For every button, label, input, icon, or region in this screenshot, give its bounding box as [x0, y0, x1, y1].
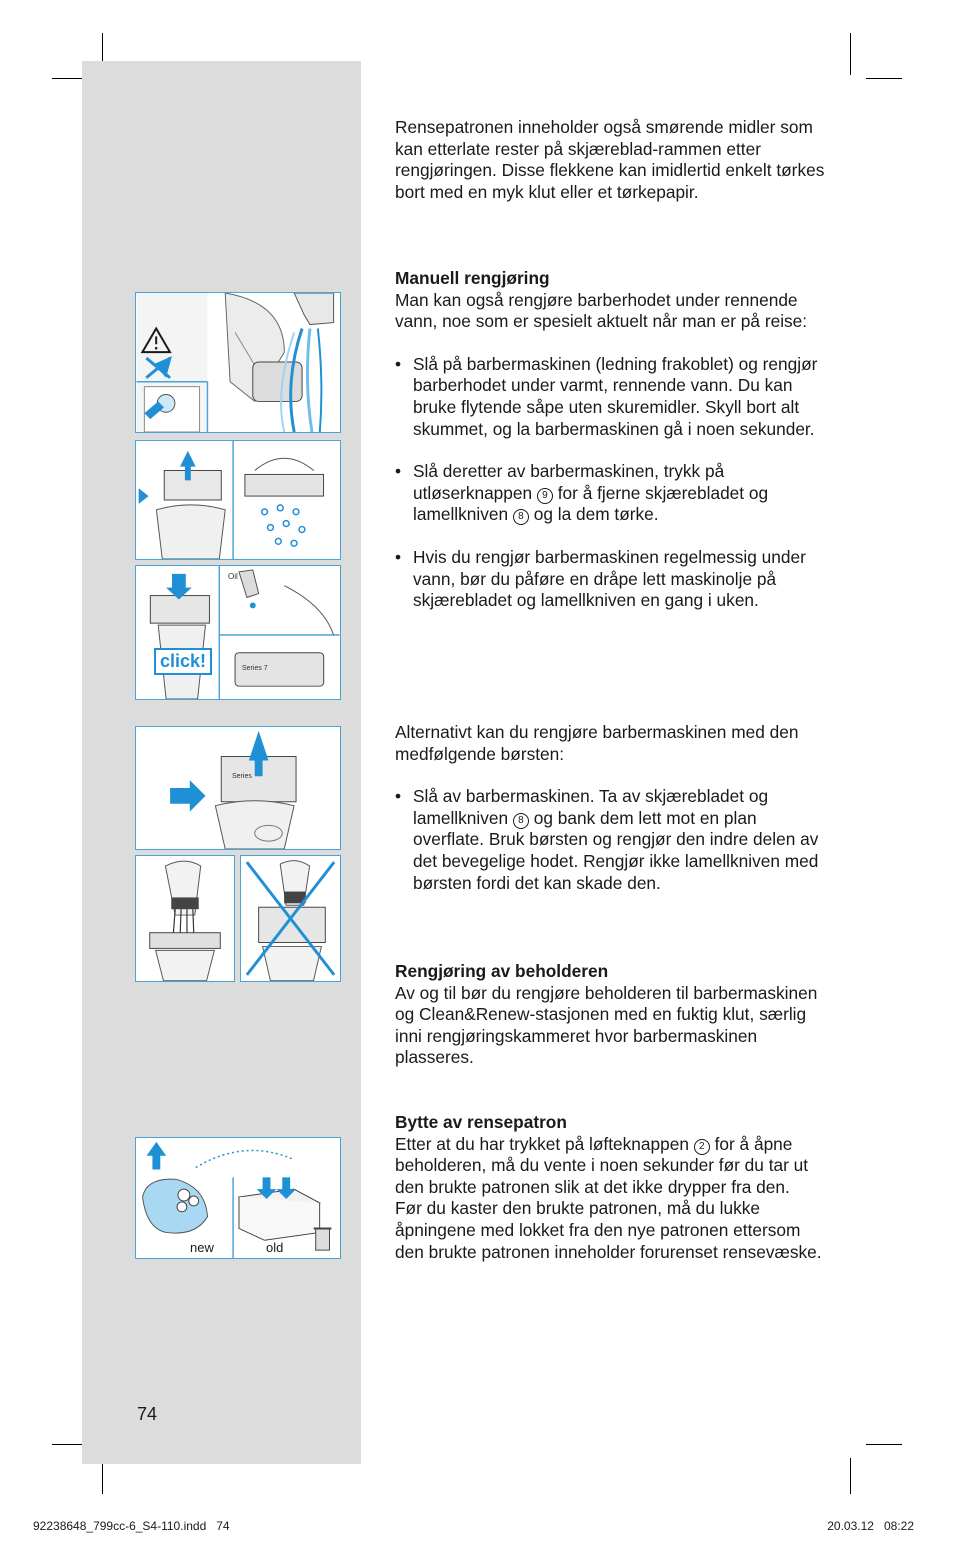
brush-text: Alternativt kan du rengjøre barbermaskinen med den medfølgende børsten:: [395, 722, 799, 764]
illustration-brush-not-ok: [240, 855, 341, 982]
holder-text: Av og til bør du rengjøre beholderen til barbermaskinen og Clean&Renew-stasjonen med en fuktig klut, særlig inni rengjøringskammeret hvor barbermaskinen plasseres.: [395, 982, 818, 1068]
illustration-pull-foil: [135, 726, 341, 850]
manual-text: Man kan også rengjøre barberhodet under rennende vann, noe som er spesielt aktuelt når man er på reise:: [395, 289, 808, 332]
illustration-remove-foil: [135, 440, 341, 560]
series-label: Series 7: [242, 665, 268, 672]
brush-not-ok-drawing: [241, 856, 340, 981]
manual-bullet-2: • Slå deretter av barbermaskinen, trykk på utløserknappen 9 for å fjerne skjærebladet og lamellkniven 8 og la dem tørke.: [395, 461, 769, 525]
intro-text: Rensepatronen inneholder også smørende midler som kan etterlate rester på skjæreblad-rammen etter rengjøringen. Disse flekkene kan imidlertid enkelt tørkes bort med en myk klut eller et tørkepapir.: [395, 117, 825, 202]
illustration-rinse: [135, 292, 341, 433]
manual-bullet-1: • Slå på barbermaskinen (ledning frakoblet) og rengjør barberhodet under varmt, rennende vann. Du kan bruke flytende såpe uten skuremidler. Skyll bort alt skummet, og la barbermaskinen gå i noen sekunder.: [395, 353, 818, 439]
brush-bullet-text-b: og bank dem lett mot en plan overflate. Bruk børsten og rengjør den indre delen av det bevegelige hodet. Rengjør ikke lamellkniven med børsten fordi det kan skade den.: [413, 807, 819, 893]
click-label: click!: [154, 648, 212, 675]
crop-mark: [850, 1458, 851, 1494]
ref-number-8: 8: [513, 813, 529, 829]
rinse-drawing: [136, 293, 340, 432]
footer-date: 20.03.12 08:22: [827, 1519, 914, 1533]
ref-number-9: 9: [537, 488, 553, 504]
crop-mark: [866, 1444, 902, 1445]
illustration-brush-ok: [135, 855, 235, 982]
cartridge-text: [395, 1134, 825, 1199]
brush-bullet-text-a: Slå av barbermaskinen. Ta av skjærebladet og lamellkniven: [413, 786, 769, 828]
click-oil-drawing: [136, 566, 340, 699]
crop-mark: [52, 1444, 82, 1445]
illustration-cartridge: [135, 1137, 341, 1259]
pull-foil-drawing: [136, 727, 340, 849]
remove-foil-drawing: [136, 441, 340, 559]
old-label: old: [266, 1240, 284, 1255]
new-label: new: [190, 1240, 214, 1255]
crop-mark: [850, 33, 851, 75]
intro-paragraph: [395, 117, 825, 203]
ref-number-2: 2: [694, 1139, 710, 1155]
ref-number-8: 8: [513, 509, 529, 525]
oil-label: Oil: [228, 572, 238, 581]
series-short-label: Series: [232, 773, 252, 780]
brush-bullet: • Slå av barbermaskinen. Ta av skjærebladet og lamellkniven 8 og bank dem lett mot en plan overflate. Bruk børsten og rengjør den indre delen av det bevegelige hodet. Rengjør ikke lamellkniven med børsten fordi det kan skade den.: [395, 786, 819, 893]
cartridge-text-b: for å åpne beholderen, må du vente i noen sekunder før du tar ut den brukte patronen slik at det ikke drypper fra den.: [395, 1133, 809, 1197]
manual-cleaning-section: [395, 268, 825, 612]
holder-section: [395, 961, 825, 1069]
crop-mark: [866, 78, 902, 79]
manual-bullet-3-text: Hvis du rengjør barbermaskinen regelmessig under vann, bør du påføre en dråpe lett maskinolje på skjærebladet og lamellkniven en gang i uken.: [413, 546, 806, 611]
brush-section: [395, 722, 825, 894]
manual-heading: Manuell rengjøring: [395, 268, 550, 288]
page-number: 74: [137, 1404, 158, 1424]
crop-mark: [52, 78, 82, 79]
holder-heading: Rengjøring av beholderen: [395, 961, 609, 981]
cartridge-text-a: Etter at du har trykket på løfteknappen: [395, 1133, 689, 1154]
cartridge-text-2: Før du kaster den brukte patronen, må du lukke åpningene med lokket fra den nye patronen ettersom den brukte patronen inneholder forurenset rensevæske.: [395, 1198, 822, 1262]
brush-ok-drawing: [136, 856, 234, 981]
illustration-click-oil: [135, 565, 341, 700]
cartridge-section: [395, 1112, 825, 1263]
footer-file-info: 92238648_799cc-6_S4-110.indd 74: [33, 1519, 230, 1533]
manual-bullet-2-text-c: og la dem tørke.: [533, 504, 659, 525]
cartridge-heading: Bytte av rensepatron: [395, 1112, 567, 1132]
manual-bullet-3: • Hvis du rengjør barbermaskinen regelmessig under vann, bør du påføre en dråpe lett maskinolje på skjærebladet og lamellkniven en gang i uken.: [395, 546, 806, 611]
cartridge-drawing: [136, 1138, 340, 1258]
manual-bullet-2-text-b: for å fjerne skjærebladet og lamellkniven: [413, 482, 769, 525]
manual-bullet-2-text-a: Slå deretter av barbermaskinen, trykk på utløserknappen: [413, 461, 725, 503]
manual-bullet-1-text: Slå på barbermaskinen (ledning frakoblet) og rengjør barberhodet under varmt, rennende vann. Du kan bruke flytende såpe uten skuremidler. Skyll bort alt skummet, og la barbermaskinen gå i noen sekunder.: [413, 353, 818, 439]
